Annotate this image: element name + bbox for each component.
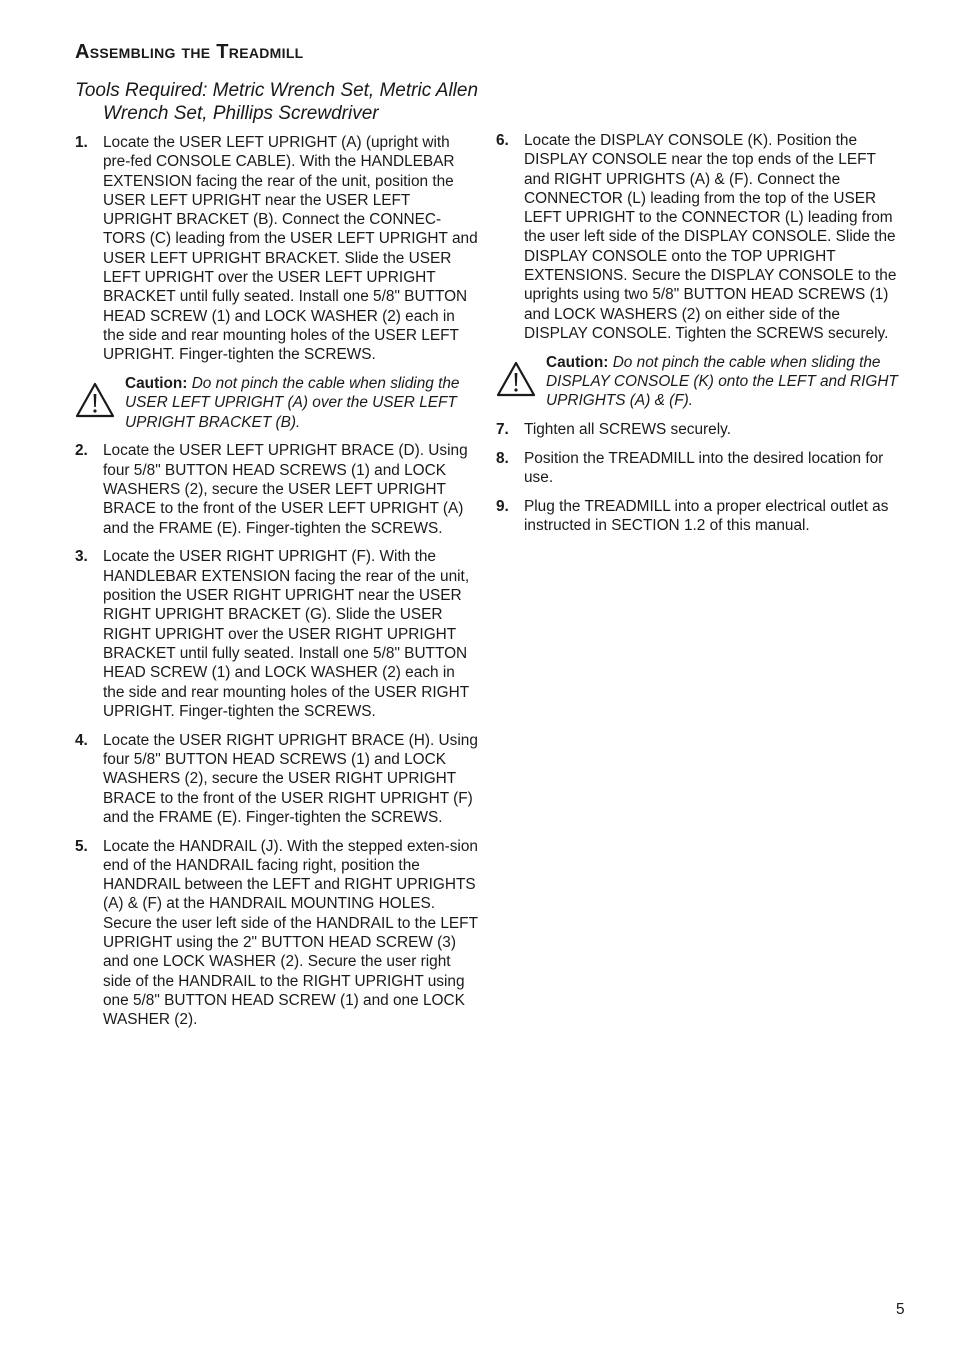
- step-text: Plug the TREADMILL into a proper electrical outlet as instructed in SECTION 1.2 of this manual.: [524, 498, 889, 535]
- step-2: [75, 441, 480, 537]
- step-3: [75, 547, 480, 721]
- step-8: [496, 449, 901, 488]
- step-text: Locate the USER RIGHT UPRIGHT (F). With the HANDLEBAR EXTENSION facing the rear of the unit, position the USER RIGHT UPRIGHT near the USER RIGHT UPRIGHT BRACKET (G). Slide the USER RIGHT UPRIGHT over the USER RIGHT UPRIGHT BRACKET until fully seated. Install one 5/8" BUTTON HEAD SCREW (1) and LOCK WASHER (2) each in the side and rear mounting holes of the USER RIGHT UPRIGHT. Finger-tighten the SCREWS.: [103, 548, 470, 720]
- warning-triangle-icon: [75, 382, 115, 418]
- caution-note-1: [75, 374, 480, 432]
- tools-required: Tools Required: Metric Wrench Set, Metric Allen Wrench Set, Phillips Screwdriver: [75, 80, 479, 124]
- caution-text: Do not pinch the cable when sliding the USER LEFT UPRIGHT (A) over the USER LEFT UPRIGHT BRACKET (B).: [125, 375, 460, 431]
- step-text: Locate the HANDRAIL (J). With the stepped exten-sion end of the HANDRAIL facing right, position the HANDRAIL between the LEFT and RIGHT UPRIGHTS (A) & (F) at the HANDRAIL MOUNTING HOLES. Secure the user left side of the HANDRAIL to the LEFT UPRIGHT using the 2" BUTTON HEAD SCREW (3) and one LOCK WASHER (2). Secure the user right side of the HANDRAIL to the RIGHT UPRIGHT using one 5/8" BUTTON HEAD SCREW (1) and one LOCK WASHER (2).: [103, 837, 478, 1029]
- step-6: [496, 131, 901, 343]
- step-text: Tighten all SCREWS securely.: [524, 421, 731, 439]
- step-text: Position the TREADMILL into the desired location for use.: [524, 449, 884, 487]
- step-number: 1.: [75, 134, 88, 151]
- caution-label: Caution:: [546, 353, 609, 371]
- caution-text: Do not pinch the cable when sliding the DISPLAY CONSOLE (K) onto the LEFT and RIGHT UPRIGHTS (A) & (F).: [546, 353, 898, 410]
- caution-label: Caution:: [125, 375, 188, 393]
- page-number: 5: [896, 1301, 905, 1318]
- caution-note-2: [496, 353, 901, 411]
- step-9: [496, 497, 901, 536]
- step-number: 4.: [75, 731, 88, 749]
- section-heading: Assembling the Treadmill: [75, 41, 304, 63]
- step-text: Locate the USER LEFT UPRIGHT BRACE (D). Using four 5/8" BUTTON HEAD SCREWS (1) and LOCK WASHERS (2), secure the USER LEFT UPRIGHT BRACE to the front of the USER LEFT UPRIGHT (A) and the FRAME (E). Finger-tighten the SCREWS.: [103, 442, 468, 537]
- step-5: [75, 837, 480, 1030]
- step-number: 7.: [496, 421, 509, 439]
- step-7: [496, 420, 901, 439]
- step-number: 2.: [75, 442, 88, 460]
- step-number: 3.: [75, 548, 88, 566]
- step-1: [75, 133, 480, 365]
- step-text: Locate the USER RIGHT UPRIGHT BRACE (H). Using four 5/8" BUTTON HEAD SCREWS (1) and LOCK WASHERS (2), secure the USER RIGHT UPRIGHT BRACE to the front of the USER RIGHT UPRIGHT (F) and the FRAME (E). Finger-tighten the SCREWS.: [103, 731, 478, 826]
- step-4: [75, 731, 480, 827]
- step-number: 8.: [496, 449, 509, 467]
- step-number: 6.: [496, 132, 509, 149]
- step-number: 9.: [496, 498, 509, 516]
- step-number: 5.: [75, 837, 88, 855]
- warning-triangle-icon: [496, 361, 536, 397]
- left-column: [75, 133, 480, 1039]
- step-text: Locate the DISPLAY CONSOLE (K). Position the DISPLAY CONSOLE near the top ends of the LEFT and RIGHT UPRIGHTS (A) & (F). Connect the CONNECTOR (L) leading from the top of the USER LEFT UPRIGHT to the CONNECTOR (L) leading from the user left side of the DISPLAY CONSOLE. Slide the DISPLAY CONSOLE onto the TOP UPRIGHT EXTENSIONS. Secure the DISPLAY CONSOLE to the uprights using two 5/8" BUTTON HEAD SCREWS (1) and LOCK WASHERS (2) on either side of the DISPLAY CONSOLE. Tighten the SCREWS securely.: [524, 132, 897, 342]
- step-text: Locate the USER LEFT UPRIGHT (A) (upright with pre-fed CONSOLE CABLE). With the HANDLEBAR EXTENSION facing the rear of the unit, position the USER LEFT UPRIGHT near the USER LEFT UPRIGHT BRACKET (B). Connect the CONNEC-TORS (C) leading from the USER LEFT UPRIGHT and USER LEFT UPRIGHT BRACKET. Slide the USER LEFT UPRIGHT over the USER LEFT UPRIGHT BRACKET until fully seated. Install one 5/8" BUTTON HEAD SCREW (1) and LOCK WASHER (2) each in the side and rear mounting holes of the USER LEFT UPRIGHT. Finger-tighten the SCREWS.: [103, 134, 478, 364]
- right-column: [496, 131, 901, 545]
